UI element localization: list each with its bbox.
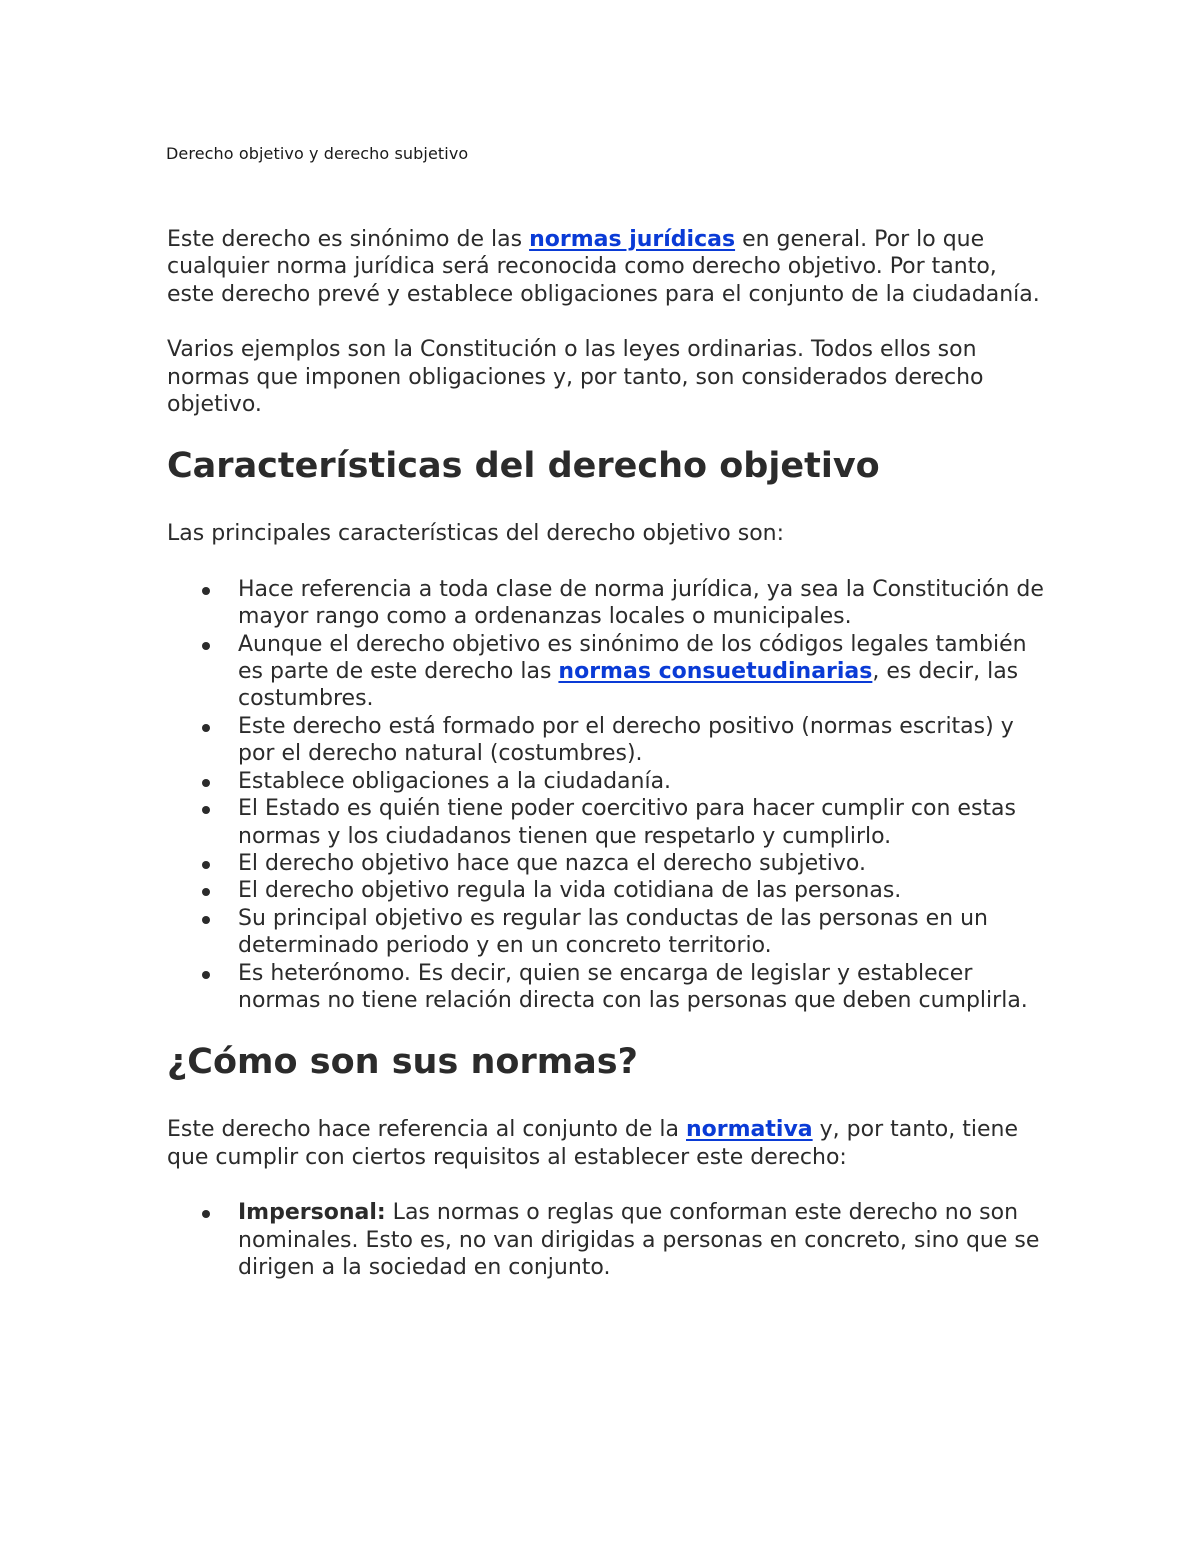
list-item: Hace referencia a toda clase de norma jurídica, ya sea la Constitución de mayor rango como a ordenanzas locales o municipales. (167, 576, 1047, 631)
section2-lead (167, 1116, 1047, 1171)
list-item-term: Impersonal: (238, 1200, 386, 1226)
list-item: Este derecho está formado por el derecho positivo (normas escritas) y por el derecho natural (costumbres). (167, 713, 1047, 768)
intro-paragraph-2: Varios ejemplos son la Constitución o las leyes ordinarias. Todos ellos son normas que imponen obligaciones y, por tanto, son considerados derecho objetivo. (167, 337, 984, 418)
intro-paragraph-1 (167, 226, 1047, 308)
document-title: Derecho objetivo y derecho subjetivo (166, 144, 469, 163)
list-item-text-after: , es decir, las costumbres. (238, 659, 1019, 712)
list-item (167, 631, 1047, 713)
link-normativa[interactable]: normativa (686, 1117, 813, 1143)
section2-lead-before: Este derecho hace referencia al conjunto de la (167, 1117, 686, 1143)
link-normas-juridicas[interactable]: normas jurídicas (529, 227, 736, 252)
list-item: El Estado es quién tiene poder coercitivo para hacer cumplir con estas normas y los ciudadanos tienen que respetarlo y cumplirlo. (167, 795, 1047, 850)
list-item: Su principal objetivo es regular las conductas de las personas en un determinado periodo y en un concreto territorio. (167, 905, 1047, 960)
list-item-text-before: Aunque el derecho objetivo es sinónimo de los códigos legales también es parte de este derecho las (238, 631, 1027, 685)
list-item: Establece obligaciones a la ciudadanía. (167, 768, 1047, 795)
section-heading-como-son-sus-normas: ¿Cómo son sus normas? (167, 1042, 638, 1083)
list-item: El derecho objetivo regula la vida cotidiana de las personas. (167, 877, 1047, 904)
requirements-list (167, 1199, 1047, 1281)
intro-text-after: en general. Por lo que cualquier norma jurídica será reconocida como derecho objetivo. Por tanto, este derecho prevé y establece obligaciones para el conjunto de la ciudadanía. (167, 227, 1040, 307)
list-item: El derecho objetivo hace que nazca el derecho subjetivo. (167, 850, 1047, 877)
list-item-text: Las normas o reglas que conforman este derecho no son nominales. Esto es, no van dirigidas a personas en concreto, sino que se dirigen a la sociedad en conjunto. (238, 1200, 1040, 1280)
list-item (167, 1199, 1047, 1281)
list-item: Es heterónomo. Es decir, quien se encarga de legislar y establecer normas no tiene relación directa con las personas que deben cumplirla. (167, 960, 1047, 1015)
intro-text-before: Este derecho es sinónimo de las (167, 227, 530, 252)
section2-lead-after: y, por tanto, tiene que cumplir con ciertos requisitos al establecer este derecho: (167, 1117, 1018, 1170)
characteristics-list (167, 576, 1047, 1015)
section1-lead: Las principales características del derecho objetivo son: (167, 521, 785, 547)
link-normas-consuetudinarias[interactable]: normas consuetudinarias (558, 659, 873, 685)
section-heading-caracteristicas: Características del derecho objetivo (167, 446, 880, 487)
document-body (167, 226, 1047, 1309)
